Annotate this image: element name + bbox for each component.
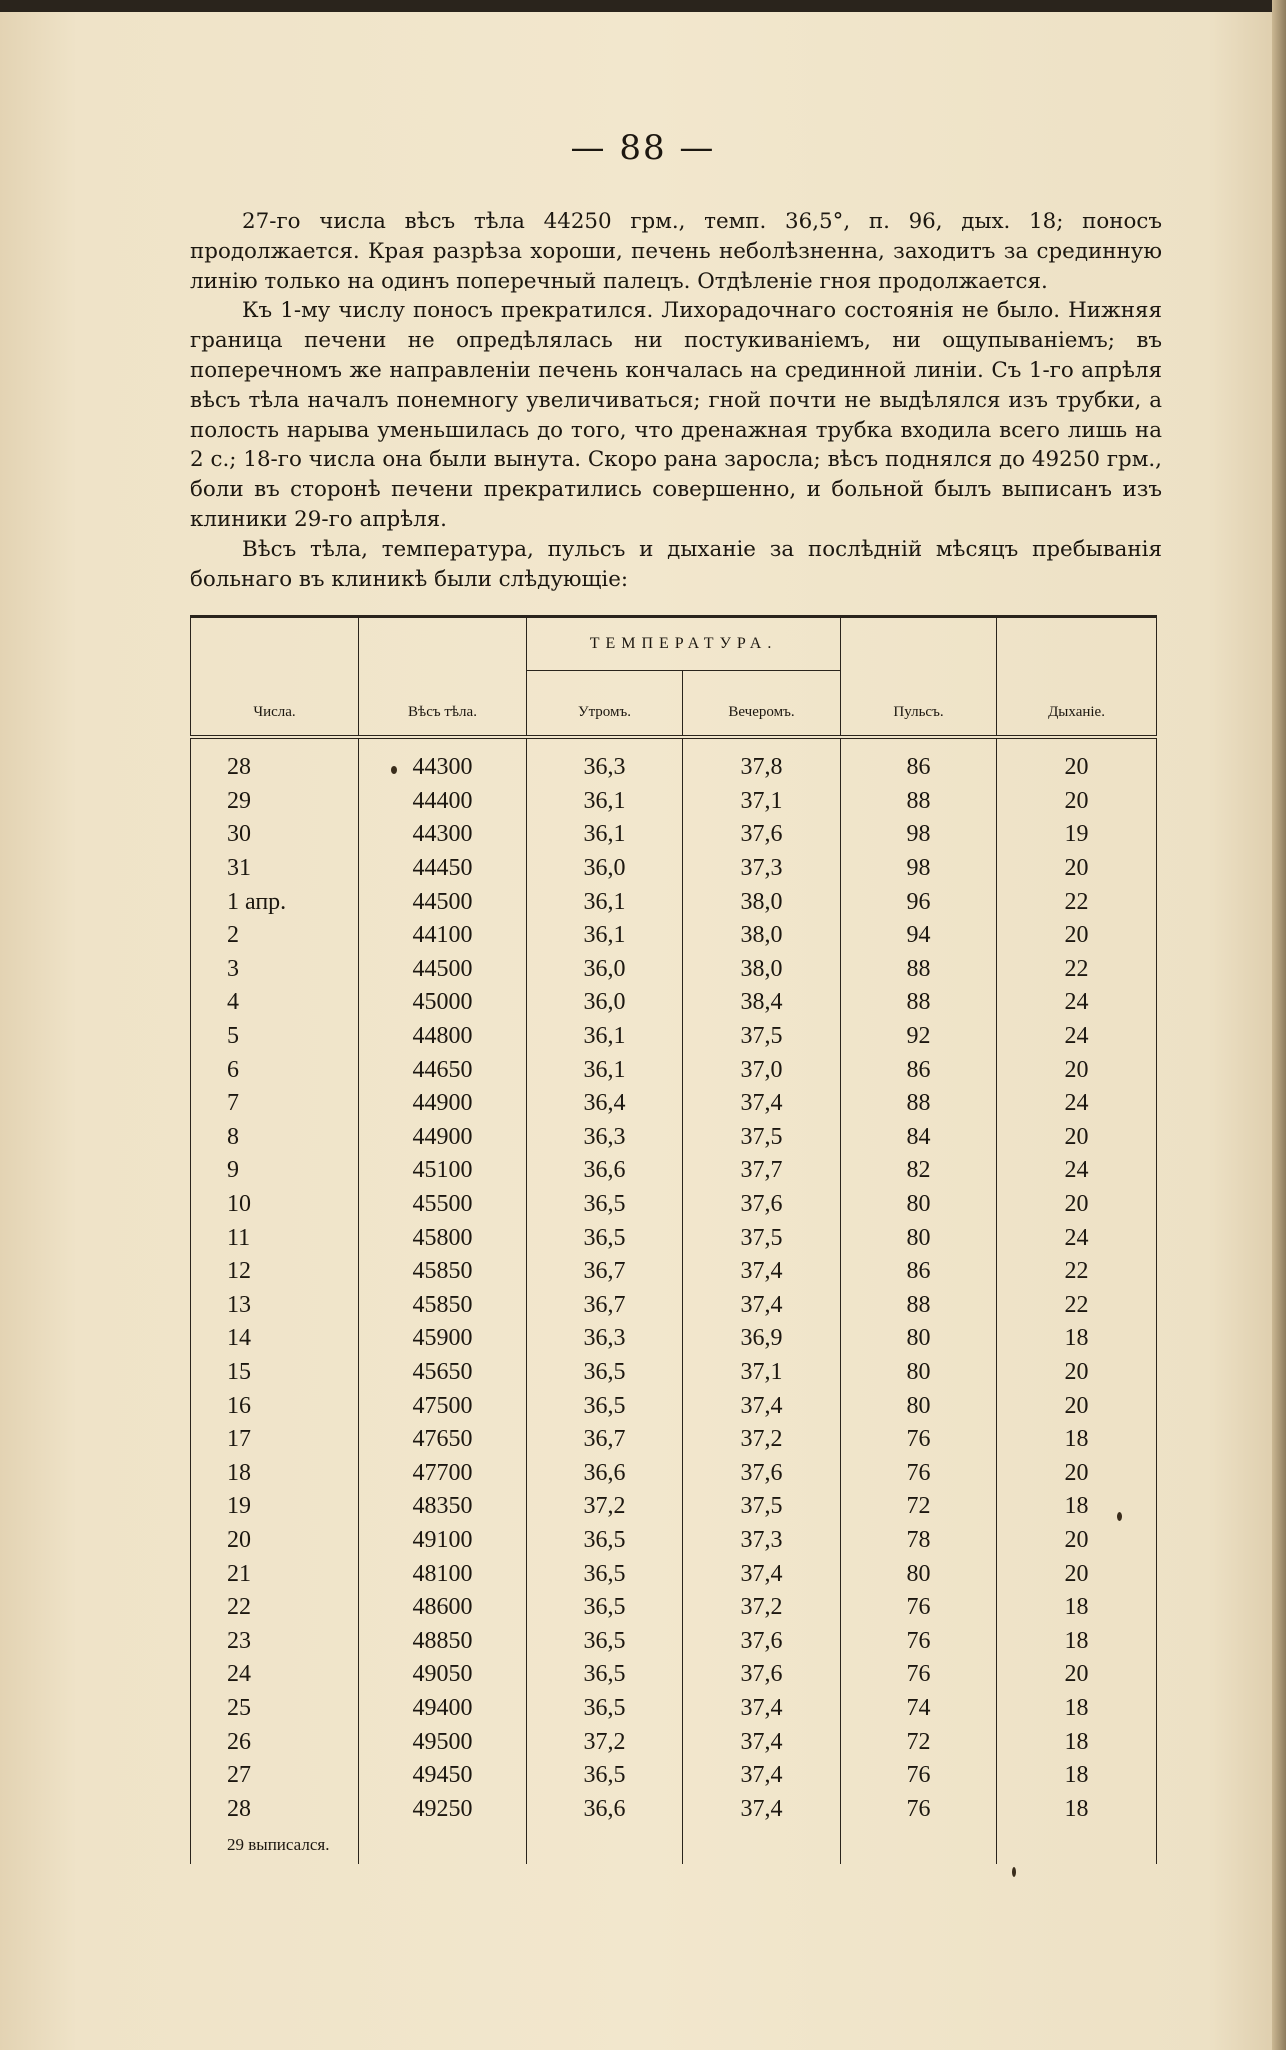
ink-spot (391, 766, 397, 774)
table-row (191, 1356, 1157, 1390)
cell-day: 2 (191, 919, 359, 953)
cell-day: 28 (191, 1792, 359, 1826)
cell-weight: 45100 (359, 1154, 527, 1188)
cell-breathing: 20 (997, 1524, 1157, 1558)
table-row (191, 1053, 1157, 1087)
cell-evening: 38,0 (683, 919, 841, 953)
cell-morning: 36,3 (527, 1121, 683, 1155)
header-pulse: Пульсъ. (841, 617, 997, 738)
cell-morning: 36,3 (527, 737, 683, 785)
cell-weight: 44900 (359, 1121, 527, 1155)
cell-evening: 37,5 (683, 1490, 841, 1524)
ink-spot (1012, 1867, 1016, 1877)
cell-morning: 37,2 (527, 1490, 683, 1524)
table-row (191, 1020, 1157, 1054)
cell-breathing: 20 (997, 1053, 1157, 1087)
cell-evening: 37,5 (683, 1221, 841, 1255)
cell-breathing: 18 (997, 1624, 1157, 1658)
cell-evening: 37,6 (683, 1188, 841, 1222)
cell-pulse: 76 (841, 1792, 997, 1826)
cell-breathing: 22 (997, 1255, 1157, 1289)
cell-pulse: 82 (841, 1154, 997, 1188)
cell-weight: 44900 (359, 1087, 527, 1121)
cell-pulse: 76 (841, 1456, 997, 1490)
cell-pulse: 80 (841, 1557, 997, 1591)
cell-evening: 37,4 (683, 1792, 841, 1826)
cell-evening: 37,4 (683, 1759, 841, 1793)
cell-pulse: 76 (841, 1591, 997, 1625)
cell-day: 24 (191, 1658, 359, 1692)
cell-evening: 37,3 (683, 1524, 841, 1558)
cell-breathing: 18 (997, 1725, 1157, 1759)
cell-morning: 36,6 (527, 1792, 683, 1826)
cell-weight: 44800 (359, 1020, 527, 1054)
cell-evening: 36,9 (683, 1322, 841, 1356)
cell-morning: 37,2 (527, 1725, 683, 1759)
table-row (191, 1154, 1157, 1188)
paragraph-2: Къ 1-му числу поносъ прекратился. Лихорадочнаго состоянія не было. Нижняя граница печени не опредѣлялась ни постукиваніемъ, ни ощупываніемъ; въ поперечномъ же направленіи печень кончалась на срединной линіи. Съ 1-го апрѣля вѣсъ тѣла началъ понемногу увеличиваться; гной почти не выдѣлялся изъ трубки, а полость нарыва уменьшилась до того, что дренажная трубка входила всего лишь на 2 с.; 18-го числа она были вынута. Скоро рана заросла; вѣсъ поднялся до 49250 грм., боли въ сторонѣ печени прекратились совершенно, и больной былъ выписанъ изъ клиники 29-го апрѣля. (190, 298, 1162, 532)
table-row (191, 1490, 1157, 1524)
cell-pulse: 80 (841, 1389, 997, 1423)
cell-day: 23 (191, 1624, 359, 1658)
table-row (191, 1792, 1157, 1826)
cell-breathing: 22 (997, 885, 1157, 919)
cell-day: 27 (191, 1759, 359, 1793)
cell-breathing: 20 (997, 1121, 1157, 1155)
scan-top-edge (0, 0, 1286, 12)
cell-breathing: 18 (997, 1423, 1157, 1457)
cell-breathing: 24 (997, 1020, 1157, 1054)
table-body (191, 737, 1157, 1864)
table-row (191, 1121, 1157, 1155)
cell-pulse: 74 (841, 1692, 997, 1726)
cell-day: 7 (191, 1087, 359, 1121)
cell-pulse: 86 (841, 737, 997, 785)
cell-weight: 44400 (359, 785, 527, 819)
cell-day: 1 апр. (191, 885, 359, 919)
page-number: — 88 — (570, 128, 716, 168)
ink-spot (1117, 1512, 1122, 1521)
cell-pulse: 88 (841, 953, 997, 987)
cell-morning: 36,5 (527, 1524, 683, 1558)
cell-weight: 49450 (359, 1759, 527, 1793)
cell-day: 29 (191, 785, 359, 819)
cell-pulse: 80 (841, 1356, 997, 1390)
cell-breathing: 20 (997, 785, 1157, 819)
table-row (191, 818, 1157, 852)
cell-pulse: 78 (841, 1524, 997, 1558)
cell-weight: 44300 (359, 737, 527, 785)
cell-day: 21 (191, 1557, 359, 1591)
cell-breathing: 18 (997, 1490, 1157, 1524)
cell-morning: 36,0 (527, 953, 683, 987)
header-day: Числа. (191, 617, 359, 738)
cell-morning: 36,5 (527, 1591, 683, 1625)
cell-morning: 36,1 (527, 1053, 683, 1087)
cell-evening: 37,0 (683, 1053, 841, 1087)
cell-weight (359, 1826, 527, 1864)
cell-breathing: 22 (997, 1289, 1157, 1323)
cell-evening: 38,4 (683, 986, 841, 1020)
cell-pulse: 86 (841, 1255, 997, 1289)
cell-day: 3 (191, 953, 359, 987)
cell-weight: 44100 (359, 919, 527, 953)
cell-weight: 49050 (359, 1658, 527, 1692)
cell-pulse: 76 (841, 1759, 997, 1793)
cell-weight: 49400 (359, 1692, 527, 1726)
cell-day: 13 (191, 1289, 359, 1323)
cell-evening: 37,4 (683, 1289, 841, 1323)
cell-weight: 49250 (359, 1792, 527, 1826)
cell-breathing: 20 (997, 919, 1157, 953)
table-row (191, 1759, 1157, 1793)
cell-evening: 37,5 (683, 1121, 841, 1155)
cell-pulse: 80 (841, 1221, 997, 1255)
cell-day: 9 (191, 1154, 359, 1188)
cell-evening: 37,2 (683, 1423, 841, 1457)
cell-pulse: 76 (841, 1423, 997, 1457)
cell-evening: 37,6 (683, 1456, 841, 1490)
cell-day: 16 (191, 1389, 359, 1423)
cell-weight: 47700 (359, 1456, 527, 1490)
cell-breathing: 20 (997, 1456, 1157, 1490)
cell-pulse: 80 (841, 1188, 997, 1222)
cell-day: 15 (191, 1356, 359, 1390)
cell-day: 25 (191, 1692, 359, 1726)
cell-evening: 37,6 (683, 1658, 841, 1692)
patient-data-table (190, 615, 1157, 1864)
cell-pulse: 88 (841, 986, 997, 1020)
cell-day: 26 (191, 1725, 359, 1759)
cell-morning: 36,5 (527, 1557, 683, 1591)
body-text (190, 207, 1162, 594)
cell-evening: 37,2 (683, 1591, 841, 1625)
cell-morning: 36,1 (527, 919, 683, 953)
table-row (191, 953, 1157, 987)
cell-weight: 45800 (359, 1221, 527, 1255)
cell-evening: 37,4 (683, 1255, 841, 1289)
cell-weight: 48600 (359, 1591, 527, 1625)
cell-morning: 36,0 (527, 852, 683, 886)
cell-evening: 37,6 (683, 818, 841, 852)
cell-morning: 36,1 (527, 885, 683, 919)
cell-weight: 47650 (359, 1423, 527, 1457)
table-row (191, 1389, 1157, 1423)
cell-pulse: 88 (841, 1087, 997, 1121)
cell-evening: 37,5 (683, 1020, 841, 1054)
cell-pulse: 76 (841, 1624, 997, 1658)
cell-breathing: 20 (997, 737, 1157, 785)
cell-breathing: 24 (997, 986, 1157, 1020)
cell-pulse: 88 (841, 785, 997, 819)
cell-day: 18 (191, 1456, 359, 1490)
cell-weight: 45850 (359, 1289, 527, 1323)
cell-day: 6 (191, 1053, 359, 1087)
table-row (191, 885, 1157, 919)
cell-day: 10 (191, 1188, 359, 1222)
cell-evening: 37,4 (683, 1692, 841, 1726)
cell-evening (683, 1826, 841, 1864)
table-row (191, 1289, 1157, 1323)
cell-morning: 36,5 (527, 1658, 683, 1692)
cell-morning: 36,6 (527, 1154, 683, 1188)
table-row (191, 1524, 1157, 1558)
cell-morning: 36,0 (527, 986, 683, 1020)
cell-weight: 45850 (359, 1255, 527, 1289)
cell-breathing: 22 (997, 953, 1157, 987)
cell-breathing: 20 (997, 1389, 1157, 1423)
cell-breathing: 20 (997, 1557, 1157, 1591)
cell-morning: 36,5 (527, 1692, 683, 1726)
cell-weight: 47500 (359, 1389, 527, 1423)
cell-evening: 37,4 (683, 1557, 841, 1591)
cell-day: 22 (191, 1591, 359, 1625)
cell-day: 19 (191, 1490, 359, 1524)
cell-breathing: 20 (997, 1356, 1157, 1390)
cell-morning: 36,3 (527, 1322, 683, 1356)
cell-day: 20 (191, 1524, 359, 1558)
cell-day: 11 (191, 1221, 359, 1255)
cell-evening: 37,4 (683, 1725, 841, 1759)
cell-pulse: 76 (841, 1658, 997, 1692)
cell-morning: 36,5 (527, 1188, 683, 1222)
paragraph-1: 27-го числа вѣсъ тѣла 44250 грм., темп. 36,5°, п. 96, дых. 18; поносъ продолжается. Края разрѣза хороши, печень неболѣзненна, заходитъ за срединную линію только на одинъ поперечный палецъ. Отдѣленіе гноя продолжается. (190, 209, 1162, 294)
table-row (191, 1591, 1157, 1625)
cell-day: 8 (191, 1121, 359, 1155)
cell-breathing: 18 (997, 1692, 1157, 1726)
table-row (191, 852, 1157, 886)
cell-weight: 49500 (359, 1725, 527, 1759)
cell-pulse: 94 (841, 919, 997, 953)
table-row (191, 1087, 1157, 1121)
cell-breathing (997, 1826, 1157, 1864)
cell-weight: 45900 (359, 1322, 527, 1356)
header-morning: Утромъ. (527, 671, 683, 738)
cell-pulse: 84 (841, 1121, 997, 1155)
cell-weight: 49100 (359, 1524, 527, 1558)
cell-evening: 37,1 (683, 785, 841, 819)
cell-weight: 44300 (359, 818, 527, 852)
table-row (191, 785, 1157, 819)
cell-breathing: 24 (997, 1221, 1157, 1255)
paragraph-3: Вѣсъ тѣла, температура, пульсъ и дыханіе за послѣдній мѣсяцъ пребыванія больнаго въ клиникѣ были слѣдующіе: (190, 536, 1162, 592)
cell-weight: 45500 (359, 1188, 527, 1222)
cell-evening: 37,7 (683, 1154, 841, 1188)
cell-morning: 36,7 (527, 1289, 683, 1323)
cell-day: 29 выписался. (191, 1826, 359, 1864)
cell-evening: 37,1 (683, 1356, 841, 1390)
cell-day: 31 (191, 852, 359, 886)
cell-evening: 37,8 (683, 737, 841, 785)
cell-pulse: 96 (841, 885, 997, 919)
cell-weight: 48100 (359, 1557, 527, 1591)
table-row (191, 1692, 1157, 1726)
cell-weight: 45000 (359, 986, 527, 1020)
table-row (191, 919, 1157, 953)
cell-pulse: 80 (841, 1322, 997, 1356)
cell-weight: 48850 (359, 1624, 527, 1658)
cell-day: 17 (191, 1423, 359, 1457)
cell-evening: 37,4 (683, 1087, 841, 1121)
cell-pulse: 72 (841, 1725, 997, 1759)
header-weight: Вѣсъ тѣла. (359, 617, 527, 738)
cell-pulse: 86 (841, 1053, 997, 1087)
cell-pulse: 88 (841, 1289, 997, 1323)
cell-morning: 36,5 (527, 1389, 683, 1423)
cell-evening: 38,0 (683, 953, 841, 987)
cell-day: 12 (191, 1255, 359, 1289)
cell-morning: 36,7 (527, 1255, 683, 1289)
cell-pulse: 98 (841, 818, 997, 852)
cell-morning: 36,4 (527, 1087, 683, 1121)
cell-breathing: 18 (997, 1591, 1157, 1625)
cell-breathing: 20 (997, 852, 1157, 886)
cell-breathing: 24 (997, 1087, 1157, 1121)
table-row (191, 1826, 1157, 1864)
cell-pulse: 92 (841, 1020, 997, 1054)
cell-morning: 36,1 (527, 818, 683, 852)
table-row (191, 1624, 1157, 1658)
table-row (191, 986, 1157, 1020)
cell-breathing: 24 (997, 1154, 1157, 1188)
header-temperature: ТЕМПЕРАТУРА. (527, 617, 841, 671)
table-row (191, 1725, 1157, 1759)
cell-weight: 48350 (359, 1490, 527, 1524)
cell-weight: 45650 (359, 1356, 527, 1390)
cell-breathing: 18 (997, 1759, 1157, 1793)
cell-morning: 36,6 (527, 1456, 683, 1490)
cell-pulse (841, 1826, 997, 1864)
cell-weight: 44500 (359, 953, 527, 987)
cell-day: 30 (191, 818, 359, 852)
cell-breathing: 18 (997, 1792, 1157, 1826)
table-row (191, 1456, 1157, 1490)
cell-day: 5 (191, 1020, 359, 1054)
table-row (191, 1658, 1157, 1692)
cell-day: 4 (191, 986, 359, 1020)
scan-binding-edge (1272, 0, 1286, 2050)
cell-morning (527, 1826, 683, 1864)
cell-morning: 36,1 (527, 1020, 683, 1054)
table-row (191, 1188, 1157, 1222)
cell-weight: 44450 (359, 852, 527, 886)
table-row (191, 1221, 1157, 1255)
cell-evening: 38,0 (683, 885, 841, 919)
cell-day: 14 (191, 1322, 359, 1356)
cell-breathing: 20 (997, 1658, 1157, 1692)
cell-morning: 36,5 (527, 1759, 683, 1793)
cell-evening: 37,3 (683, 852, 841, 886)
cell-morning: 36,5 (527, 1221, 683, 1255)
cell-breathing: 18 (997, 1322, 1157, 1356)
cell-morning: 36,1 (527, 785, 683, 819)
table-row (191, 1557, 1157, 1591)
cell-evening: 37,6 (683, 1624, 841, 1658)
table-row (191, 1255, 1157, 1289)
header-evening: Вечеромъ. (683, 671, 841, 738)
cell-weight: 44500 (359, 885, 527, 919)
cell-morning: 36,7 (527, 1423, 683, 1457)
cell-morning: 36,5 (527, 1624, 683, 1658)
cell-morning: 36,5 (527, 1356, 683, 1390)
cell-weight: 44650 (359, 1053, 527, 1087)
cell-evening: 37,4 (683, 1389, 841, 1423)
header-breathing: Дыханіе. (997, 617, 1157, 738)
cell-day: 28 (191, 737, 359, 785)
cell-breathing: 20 (997, 1188, 1157, 1222)
table-row (191, 1423, 1157, 1457)
cell-breathing: 19 (997, 818, 1157, 852)
cell-pulse: 98 (841, 852, 997, 886)
table-row (191, 1322, 1157, 1356)
table-row (191, 737, 1157, 785)
cell-pulse: 72 (841, 1490, 997, 1524)
